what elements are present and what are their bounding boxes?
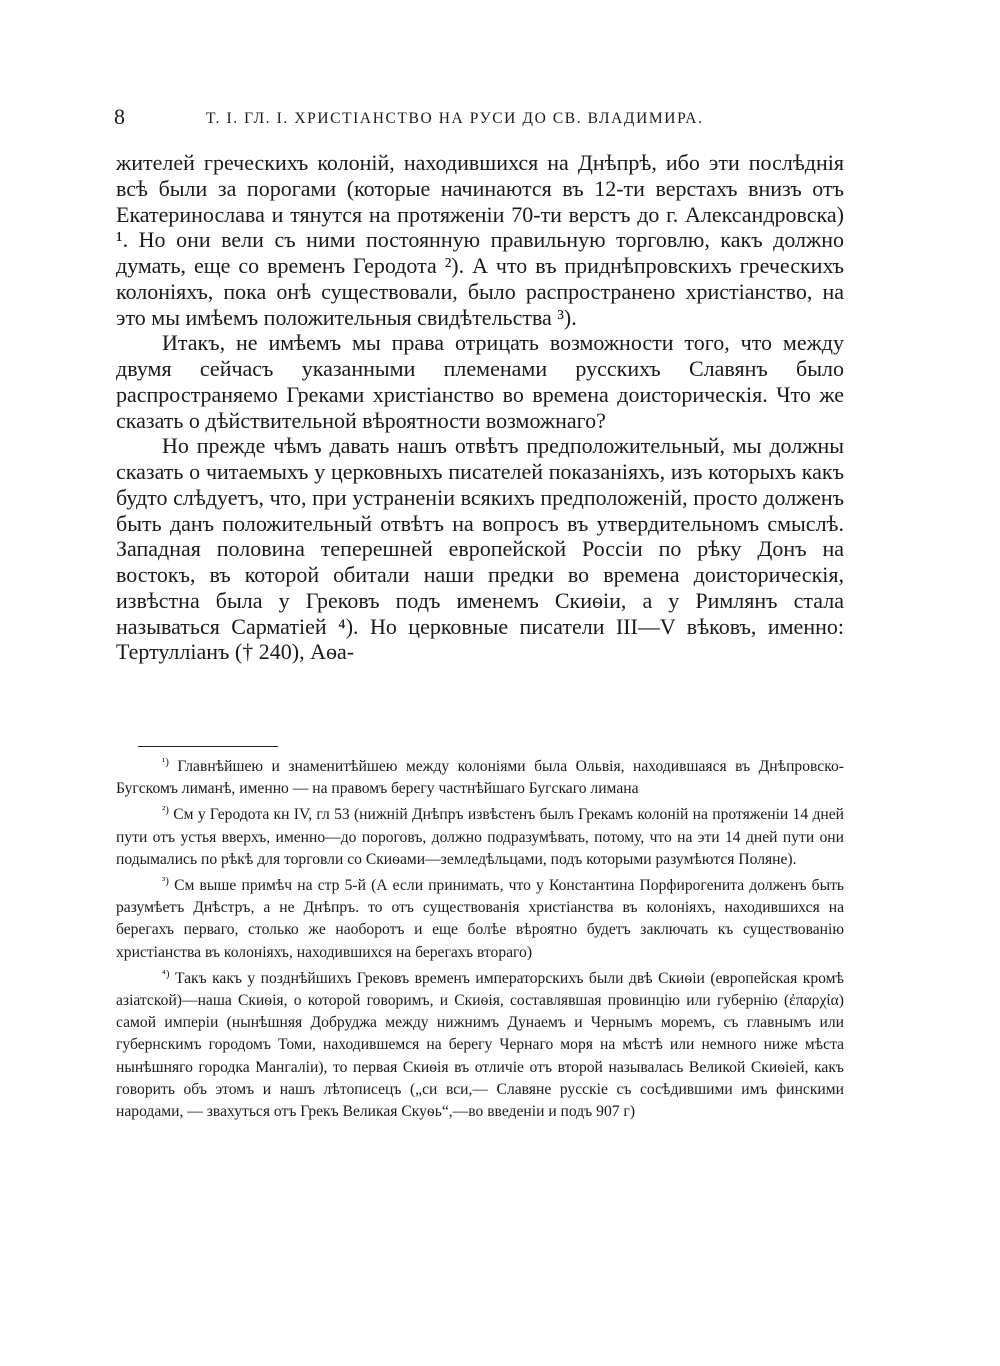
- paragraph: Но прежде чѣмъ давать нашъ отвѣтъ предположительный, мы должны сказать о читаемыхъ у церковныхъ писателей показаніяхъ, изъ которыхъ какъ будто слѣдуетъ, что, при устраненіи всякихъ предположеній, просто долженъ быть данъ положительный отвѣтъ на вопросъ въ утвердительномъ смыслѣ. Западная половина теперешней европейской Россіи по рѣку Донъ на востокъ, въ которой обитали наши предки во времена доисторическія, извѣстна была у Грековъ подъ именемъ Скиѳіи, а у Римлянъ стала называться Сарматіей ⁴). Но церковные писатели III—V вѣковъ, именно: Тертулліанъ († 240), Аѳа-: [116, 433, 844, 665]
- footnote-text: См выше примѣч на стр 5-й (А если принимать, что у Константина Порфирогенита долженъ быть разумѣетъ Днѣстръ, а не Днѣпръ. то отъ существованія христіанства въ колоніяхъ, находившихся на берегахъ перваго, столько же наоборотъ и еще болѣе вѣроятно будетъ заключать къ существованію христіанства въ колоніяхъ, находившихся на берегахъ втораго): [116, 877, 844, 961]
- footnote: [116, 756, 844, 800]
- paragraph: Итакъ, не имѣемъ мы права отрицать возможности того, что между двумя сейчасъ указанными племенами русскихъ Славянъ было распространяемо Греками христіанство во времена доисторическія. Что же сказать о дѣйствительной вѣроятности возможнаго?: [116, 330, 844, 433]
- running-title: Т. I. ГЛ. I. ХРИСТІАНСТВО НА РУСИ ДО СВ. ВЛАДИМИРА.: [206, 110, 704, 127]
- footnote: [116, 875, 844, 964]
- footnotes: [116, 756, 844, 1127]
- footnote-mark: ⁴): [162, 967, 170, 980]
- paragraph: жителей греческихъ колоній, находившихся на Днѣпрѣ, ибо эти послѣднія всѣ были за порогами (которые начинаются въ 12-ти верстахъ внизъ отъ Екатеринослава и тянутся на протяженіи 70-ти верстъ до г. Александровска) ¹. Но они вели съ ними постоянную правильную торговлю, какъ должно думать, еще со временъ Геродота ²). А что въ приднѣпровскихъ греческихъ колоніяхъ, пока онѣ существовали, было распространено христіанство, на это мы имѣемъ положительныя свидѣтельства ³).: [116, 150, 844, 330]
- footnote-text: Такъ какъ у позднѣйшихъ Грековъ временъ императорскихъ были двѣ Скиѳіи (европейская кромѣ азіатской)—наша Скиѳія, о которой говоримъ, и Скиѳія, составлявшая провинцію или губернію (ἐπαρχία) самой имперіи (нынѣшняя Добруджа между нижнимъ Дунаемъ и Чернымъ моремъ, съ главнымъ или губернскимъ городомъ Томи, находившемся на берегу Чернаго моря на мѣстѣ или немного ниже мѣста нынѣшняго городка Мангаліи), то первая Скиѳія въ отличіе отъ второй называлась Великой Скиѳіей, какъ говорить объ этомъ и нашъ лѣтописецъ („си вси,— Славяне русскіе съ сосѣдившими имъ финскими народами, — звахуться отъ Грекъ Великая Скуѳь“,—во введеніи и подъ 907 г): [116, 969, 844, 1121]
- footnote: [116, 804, 844, 871]
- page-number: 8: [114, 104, 125, 129]
- footnote-mark: ³): [162, 874, 169, 887]
- footnote-divider: [138, 746, 278, 747]
- footnote: [116, 968, 844, 1123]
- footnote-mark: ¹): [162, 755, 169, 768]
- footnote-mark: ²): [162, 804, 169, 817]
- page-header: [114, 104, 844, 134]
- main-text: [116, 150, 844, 665]
- footnote-text: Главнѣйшею и знаменитѣйшею между колоніями была Ольвія, находившаяся въ Днѣпровско-Бугскомъ лиманѣ, именно — на правомъ берегу частнѣйшаго Бугскаго лимана: [116, 758, 844, 798]
- footnote-text: См у Геродота кн IV, гл 53 (нижній Днѣпръ извѣстенъ былъ Грекамъ колоній на протяженіи 14 дней пути отъ устья вверхъ, именно—до пороговъ, должно подразумѣвать, потому, что на эти 14 дней пути они подымались по рѣкѣ для торговли со Скиѳами—земледѣльцами, подъ которыми разумѣются Поляне).: [116, 806, 844, 868]
